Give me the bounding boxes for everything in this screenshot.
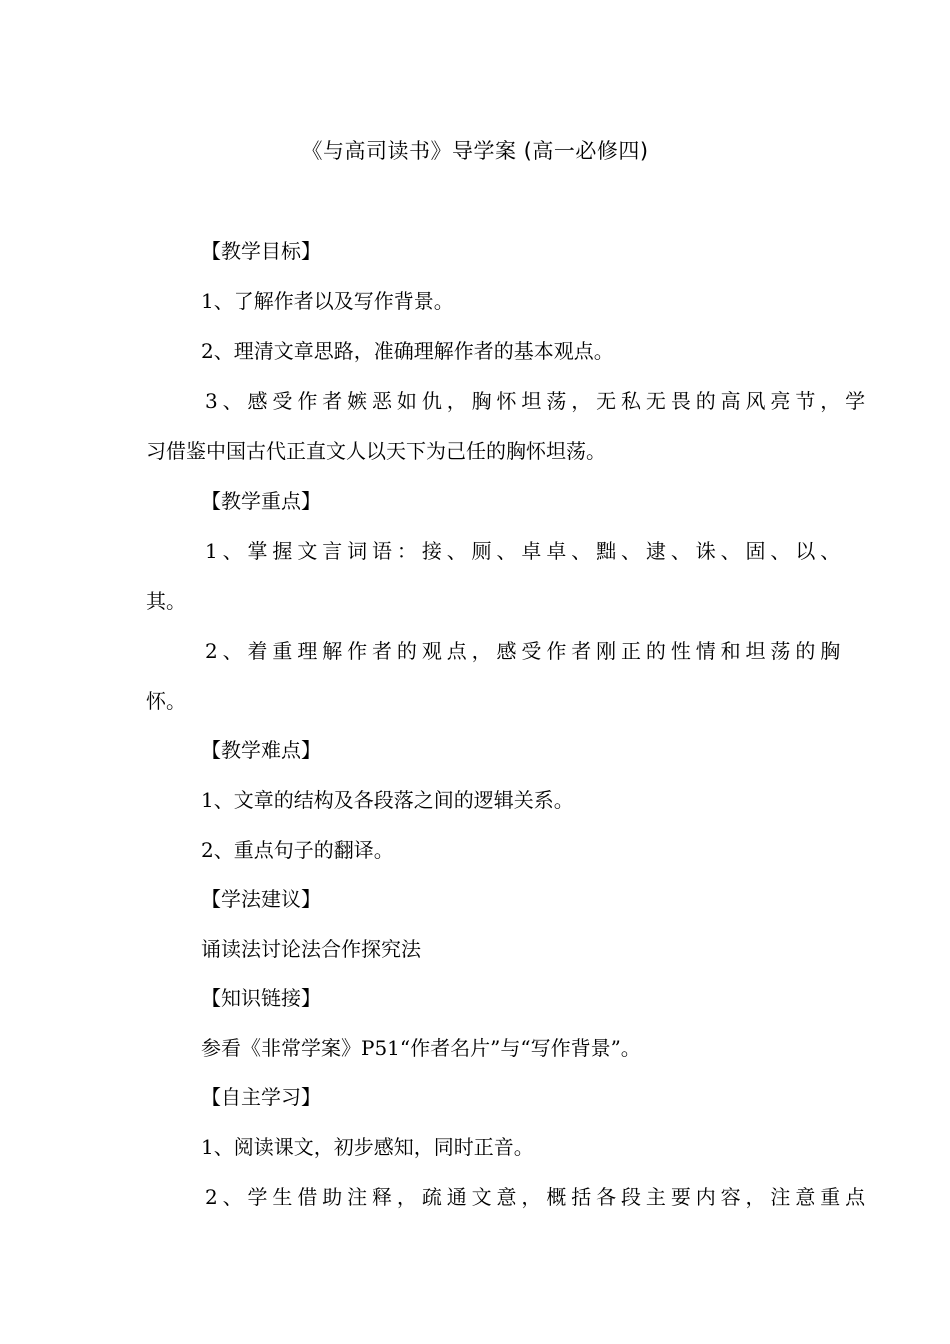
self-study-item-1: 1、阅读课文，初步感知，同时正音。: [201, 1135, 534, 1159]
key-points-item-1-line-2: 其。: [146, 589, 186, 613]
difficulties-heading: 【教学难点】: [201, 738, 321, 762]
links-text: 参看《非常学案》P51“作者名片”与“写作背景”。: [201, 1036, 641, 1060]
objectives-item-2: 2、理清文章思路，准确理解作者的基本观点。: [201, 339, 614, 363]
objectives-heading: 【教学目标】: [201, 239, 321, 263]
objectives-item-3-line-1: 3、感受作者嫉恶如仇，胸怀坦荡，无私无畏的高风亮节，学: [205, 389, 871, 413]
difficulties-item-1: 1、文章的结构及各段落之间的逻辑关系。: [201, 788, 574, 812]
difficulties-item-2: 2、重点句子的翻译。: [201, 838, 394, 862]
document-title: 《与高司读书》导学案 (高一必修四): [301, 139, 649, 163]
links-heading: 【知识链接】: [201, 986, 321, 1010]
method-heading: 【学法建议】: [201, 887, 321, 911]
key-points-item-2-line-2: 怀。: [146, 689, 186, 713]
self-study-item-2-line-1: 2、学生借助注释，疏通文意，概括各段主要内容，注意重点: [205, 1185, 871, 1209]
key-points-heading: 【教学重点】: [201, 489, 321, 513]
key-points-item-1-line-1: 1、掌握文言词语：接、厕、卓卓、黜、逮、诛、固、以、: [205, 539, 846, 563]
self-study-heading: 【自主学习】: [201, 1085, 321, 1109]
objectives-item-1: 1、了解作者以及写作背景。: [201, 289, 454, 313]
key-points-item-2-line-1: 2、着重理解作者的观点，感受作者刚正的性情和坦荡的胸: [205, 639, 846, 663]
objectives-item-3-line-2: 习借鉴中国古代正直文人以天下为己任的胸怀坦荡。: [146, 439, 606, 463]
method-text: 诵读法讨论法合作探究法: [201, 937, 421, 961]
